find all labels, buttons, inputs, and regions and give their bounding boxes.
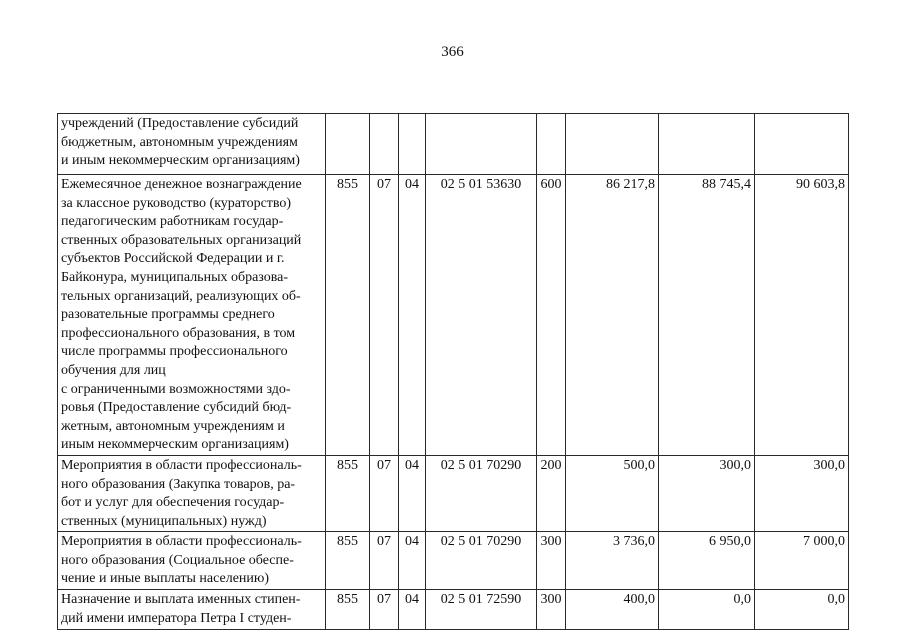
description-line: за классное руководство (кураторство) [61, 195, 292, 211]
amount-year1-cell: 400,0 [566, 590, 659, 630]
description-line: Мероприятия в области профессиональ- [61, 457, 302, 473]
description-line: Ежемесячное денежное вознаграждение [61, 177, 302, 192]
expense-type-cell: 600 [537, 175, 566, 456]
section-code-cell: 07 [370, 532, 399, 590]
description-cell [58, 455, 326, 531]
target-article-cell: 02 5 01 70290 [426, 455, 537, 531]
description-line: субъектов Российской Федерации и г. [61, 251, 285, 267]
ministry-code-cell: 855 [326, 455, 370, 531]
description-line: учреждений (Предоставление субсидий [61, 116, 299, 131]
section-code-cell: 07 [370, 590, 399, 630]
description-line: педагогическим работникам государ- [61, 214, 284, 230]
description-cell [58, 590, 326, 630]
description-line: дий имени императора Петра I студен- [61, 610, 292, 626]
expense-type-cell: 200 [537, 455, 566, 531]
expense-type-cell: 300 [537, 532, 566, 590]
amount-year1-cell [566, 114, 659, 175]
amount-year2-cell: 6 950,0 [659, 532, 755, 590]
budget-table-body [58, 114, 849, 630]
ministry-code-cell: 855 [326, 175, 370, 456]
description-line: чение и иные выплаты населению) [61, 571, 270, 587]
description-line: тельных организаций, реализующих об- [61, 288, 301, 304]
amount-year3-cell: 0,0 [755, 590, 849, 630]
description-line: ственных образовательных организаций [61, 232, 302, 248]
amount-year2-cell: 88 745,4 [659, 175, 755, 456]
amount-year1-cell: 500,0 [566, 455, 659, 531]
description-cell [58, 532, 326, 590]
target-article-cell: 02 5 01 53630 [426, 175, 537, 456]
description-line: и иным некоммерческим организациям) [61, 153, 300, 169]
table-row [58, 532, 849, 590]
subsection-code-cell: 04 [399, 175, 426, 456]
amount-year1-cell: 86 217,8 [566, 175, 659, 456]
subsection-code-cell: 04 [399, 532, 426, 590]
description-line: профессионального образования, в том [61, 325, 296, 341]
table-row [58, 455, 849, 531]
description-cell [58, 175, 326, 456]
description-line: ровья (Предоставление субсидий бюд- [61, 400, 292, 416]
target-article-cell: 02 5 01 72590 [426, 590, 537, 630]
description-line: жетным, автономным учреждениям и [61, 418, 285, 434]
subsection-code-cell [399, 114, 426, 175]
description-line: числе программы профессионального [61, 344, 288, 360]
amount-year2-cell [659, 114, 755, 175]
description-line: бот и услуг для обеспечения государ- [61, 495, 285, 511]
amount-year3-cell: 300,0 [755, 455, 849, 531]
amount-year3-cell: 7 000,0 [755, 532, 849, 590]
description-line: ственных (муниципальных) нужд) [61, 513, 267, 529]
amount-year2-cell: 0,0 [659, 590, 755, 630]
section-code-cell [370, 114, 399, 175]
description-line: иным некоммерческим организациям) [61, 437, 289, 453]
description-cell [58, 114, 326, 175]
ministry-code-cell: 855 [326, 532, 370, 590]
ministry-code-cell: 855 [326, 590, 370, 630]
expense-type-cell: 300 [537, 590, 566, 630]
ministry-code-cell [326, 114, 370, 175]
description-line: бюджетным, автономным учреждениям [61, 134, 298, 150]
description-line: обучения для лиц [61, 362, 166, 378]
amount-year3-cell: 90 603,8 [755, 175, 849, 456]
description-line: с ограниченными возможностями здо- [61, 381, 291, 397]
description-line: разовательные программы среднего [61, 307, 275, 323]
budget-table [57, 113, 849, 630]
description-line: Байконура, муниципальных образова- [61, 269, 289, 285]
description-line: ного образования (Социальное обеспе- [61, 552, 294, 568]
subsection-code-cell: 04 [399, 455, 426, 531]
table-row [58, 590, 849, 630]
target-article-cell [426, 114, 537, 175]
page-number: 366 [441, 44, 464, 60]
target-article-cell: 02 5 01 70290 [426, 532, 537, 590]
section-code-cell: 07 [370, 175, 399, 456]
section-code-cell: 07 [370, 455, 399, 531]
table-row [58, 114, 849, 175]
expense-type-cell [537, 114, 566, 175]
amount-year3-cell [755, 114, 849, 175]
description-line: ного образования (Закупка товаров, ра- [61, 476, 296, 492]
description-line: Назначение и выплата именных стипен- [61, 592, 301, 608]
amount-year2-cell: 300,0 [659, 455, 755, 531]
description-line: Мероприятия в области профессиональ- [61, 534, 302, 550]
subsection-code-cell: 04 [399, 590, 426, 630]
amount-year1-cell: 3 736,0 [566, 532, 659, 590]
table-row [58, 175, 849, 456]
